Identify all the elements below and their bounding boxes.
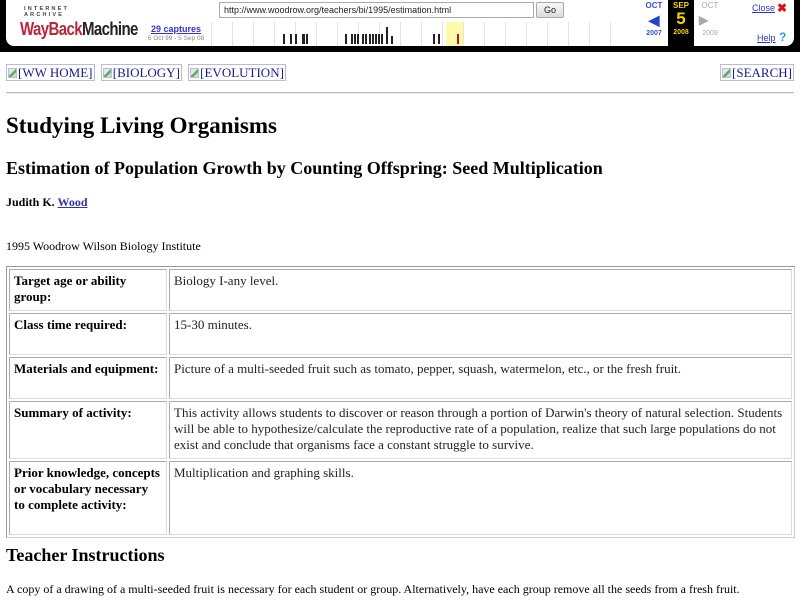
wordmark-wayback: WayBack — [20, 18, 82, 40]
nav-evolution-label: [EVOLUTION] — [200, 65, 284, 80]
teacher-instructions-heading: Teacher Instructions — [6, 545, 165, 565]
wayback-toolbar — [0, 0, 800, 52]
wordmark-machine: Machine — [81, 18, 138, 40]
table-row — [9, 461, 792, 535]
help-link[interactable]: Help — [757, 33, 776, 43]
nav-search[interactable] — [720, 64, 794, 81]
capture-timeline[interactable] — [211, 22, 636, 46]
broken-image-icon — [190, 68, 199, 78]
prev-month: OCT — [645, 1, 663, 10]
captures-range: 6 Oct 99 - 5 Sep 08 — [147, 35, 205, 42]
row-label: Summary of activity: — [9, 401, 167, 459]
divider — [6, 92, 794, 94]
current-capture-date — [668, 0, 694, 46]
captures-link[interactable]: 29 captures — [150, 24, 202, 34]
author-first-name: Judith K. — [6, 195, 55, 209]
row-label: Target age or ability group: — [9, 269, 167, 311]
help-icon[interactable]: ? — [779, 30, 787, 44]
current-day: 5 — [676, 9, 686, 28]
nav-search-wrap — [720, 64, 794, 81]
next-capture-nav — [696, 0, 724, 46]
site-nav — [6, 64, 289, 81]
table-row — [9, 269, 792, 311]
table-row — [9, 401, 792, 459]
current-month: SEP — [672, 1, 689, 10]
next-year: 2009 — [702, 30, 718, 37]
row-value: This activity allows students to discover or reason through a portion of Darwin's theory of natural selection. Students will be able to hypothesize/calculate the reproductive rate of a population, realize that such large populations do not exist and conclude that organisms face a constant struggle to survive. — [169, 401, 792, 459]
row-value: Multiplication and graphing skills. — [169, 461, 792, 535]
close-link[interactable]: Close — [752, 3, 776, 13]
nav-biology-label: [BIOLOGY] — [112, 65, 180, 80]
go-button[interactable]: Go — [536, 2, 564, 18]
broken-image-icon — [8, 68, 17, 78]
page-title: Studying Living Organisms — [6, 113, 277, 138]
next-arrow-icon: ▶ — [699, 13, 709, 27]
prev-arrow-icon[interactable]: ◀ — [648, 12, 660, 28]
previous-capture-nav[interactable] — [640, 0, 668, 46]
activity-info-table — [6, 266, 795, 538]
institute-line: 1995 Woodrow Wilson Biology Institute — [6, 239, 201, 253]
nav-ww-home-label: [WW HOME] — [18, 65, 93, 80]
nav-search-label: [SEARCH] — [732, 65, 792, 80]
next-month: OCT — [701, 1, 719, 10]
author-link[interactable]: Wood — [57, 195, 88, 209]
author — [6, 195, 88, 210]
nav-biology[interactable] — [101, 64, 182, 81]
table-row — [9, 313, 792, 355]
close-icon[interactable]: ✖ — [777, 1, 788, 15]
row-value: Biology I-any level. — [169, 269, 792, 311]
broken-image-icon — [722, 68, 731, 78]
page-subtitle: Estimation of Population Growth by Counting Offspring: Seed Multiplication — [6, 158, 603, 178]
row-label: Prior knowledge, concepts or vocabulary necessary to complete activity: — [9, 461, 167, 535]
teacher-instructions-text: A copy of a drawing of a multi-seeded fruit is necessary for each student or group. Alternatively, have each group remove all the seeds from a fresh fruit. — [6, 582, 740, 596]
row-value: 15-30 minutes. — [169, 313, 792, 355]
nav-evolution[interactable] — [188, 64, 286, 81]
wayback-logo[interactable] — [20, 6, 138, 40]
row-label: Class time required: — [9, 313, 167, 355]
wayback-url-input[interactable]: http://www.woodrow.org/teachers/bi/1995/estimation.html — [219, 2, 534, 18]
internet-archive-label: INTERNET ARCHIVE — [24, 6, 70, 18]
broken-image-icon — [103, 68, 112, 78]
current-year: 2008 — [673, 29, 689, 36]
captures-info — [144, 24, 208, 42]
wayback-machine-wordmark — [20, 18, 138, 40]
table-row — [9, 357, 792, 399]
row-value: Picture of a multi-seeded fruit such as tomato, pepper, squash, watermelon, etc., or the fresh fruit. — [169, 357, 792, 399]
nav-ww-home[interactable] — [6, 64, 95, 81]
prev-year: 2007 — [646, 30, 662, 37]
wayback-toolbar-panel — [6, 0, 794, 46]
row-label: Materials and equipment: — [9, 357, 167, 399]
